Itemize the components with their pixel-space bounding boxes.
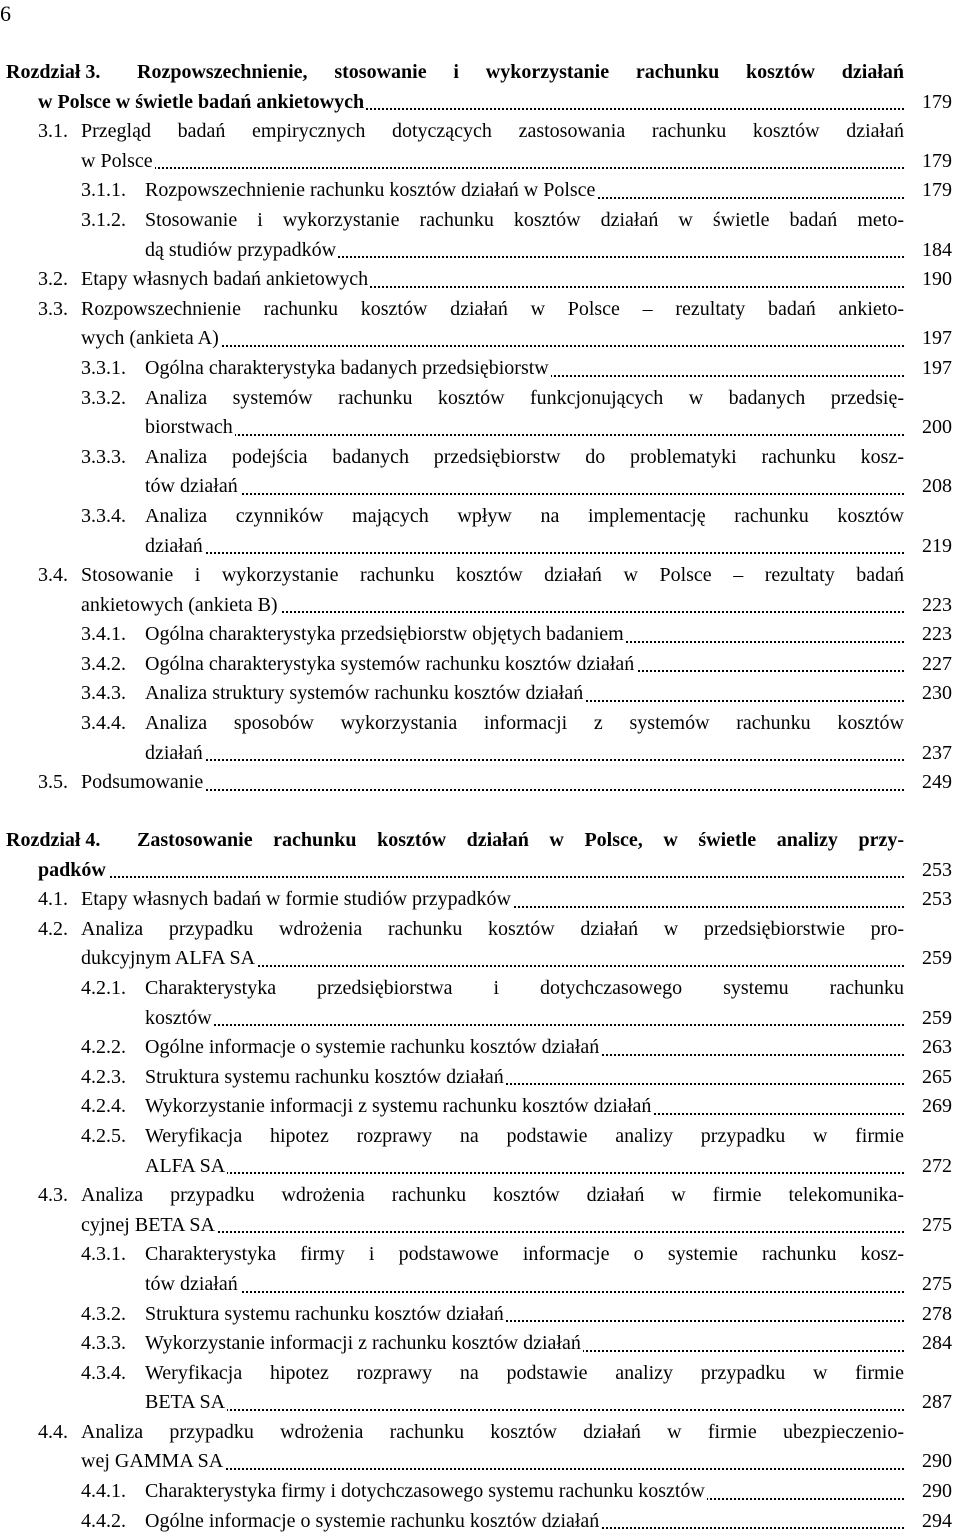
toc-entry-page: 259 [908,944,952,974]
toc-entry-page: 275 [908,1211,952,1241]
toc-entry[interactable] [0,1477,960,1507]
toc-entry-title: ankietowych (ankieta B) [81,593,278,616]
toc-entry-title-line: Analiza przypadku wdrożenia rachunku kosztów działań w firmie ubezpieczenio- [81,1420,904,1443]
toc-entry[interactable] [0,265,960,295]
dot-leader [145,1024,904,1026]
toc-entry-title: dą studiów przypadków [145,238,337,261]
toc-entry[interactable] [0,1329,960,1359]
toc-entry-page: 259 [908,1004,952,1034]
toc-entry-number: 3.4.4. [81,712,126,735]
toc-chapter-entry[interactable] [0,58,960,117]
toc-entry[interactable] [0,206,960,265]
toc-entry-title: Ogólna charakterystyka systemów rachunku kosztów działań [145,652,635,675]
toc-entry[interactable] [0,1359,960,1418]
toc-entry-title-line: Analiza podejścia badanych przedsiębiorstw do problematyki rachunku kosz- [145,445,904,468]
toc-entry-title-line: Weryfikacja hipotez rozprawy na podstawie analizy przypadku w firmie [145,1124,904,1147]
toc-entry-title: biorstwach [145,416,233,439]
dot-leader [145,552,904,554]
toc-entry-number: 3.4.1. [81,623,126,646]
toc-entry[interactable] [0,117,960,176]
toc-entry-title-line: Weryfikacja hipotez rozprawy na podstawie analizy przypadku w firmie [145,1361,904,1384]
dot-leader [145,493,904,495]
toc-entry-number: 4.3.1. [81,1243,126,1266]
toc-entry-number: 3.2. [38,268,68,291]
toc-entry-number: 4.3.3. [81,1332,126,1355]
toc-entry[interactable] [0,1418,960,1477]
toc-entry-number: 3.3. [38,297,68,320]
toc-entry[interactable] [0,915,960,974]
toc-entry-number: 3.4.3. [81,682,126,705]
toc-entry-title: Ogólne informacje o systemie rachunku kosztów działań [145,1509,600,1532]
toc-entry[interactable] [0,1181,960,1240]
toc-entry-page: 272 [908,1152,952,1182]
toc-entry-title: Struktura systemu rachunku kosztów działań [145,1302,504,1325]
toc-entry-page: 253 [908,885,952,915]
toc-chapter-4 [0,826,960,1536]
toc-entry-page: 263 [908,1033,952,1063]
toc-entry-page: 197 [908,354,952,384]
toc-entry[interactable] [0,974,960,1033]
toc-entry[interactable] [0,443,960,502]
toc-entry-title: kosztów [145,1006,212,1029]
toc-entry-title: Struktura systemu rachunku kosztów działań [145,1065,504,1088]
toc-entry-page: 284 [908,1329,952,1359]
toc-entry-page: 190 [908,265,952,295]
toc-entry-number: Rozdział 4. [6,829,101,851]
toc-entry-title: działań [145,741,203,764]
dot-leader [145,1291,904,1293]
toc-entry-title: działań [145,534,203,557]
toc-entry-title: wej GAMMA SA [81,1450,224,1473]
toc-entry-page: 179 [908,88,952,118]
toc-entry-number: 4.2.2. [81,1036,126,1059]
toc-entry-number: 4.2.3. [81,1065,126,1088]
toc-entry-title: Analiza struktury systemów rachunku kosztów działań [145,682,584,705]
toc-entry-title: BETA SA [145,1391,226,1414]
toc-entry[interactable] [0,1033,960,1063]
toc-entry[interactable] [0,354,960,384]
toc-entry-title: Etapy własnych badań ankietowych [81,268,369,291]
toc-entry-title-line: Rozpowszechnienie, stosowanie i wykorzystanie rachunku kosztów działań [137,61,904,83]
toc-entry[interactable] [0,1240,960,1299]
toc-entry-page: 253 [908,856,952,886]
toc-entry-title-line: Zastosowanie rachunku kosztów działań w Polsce, w świetle analizy przy- [137,829,904,851]
toc-entry-number: 4.4.1. [81,1480,126,1503]
toc-entry-title: w Polsce [81,149,153,172]
toc-entry-number: 3.1.1. [81,179,126,202]
toc-entry[interactable] [0,1092,960,1122]
toc-entry-title: Ogólna charakterystyka badanych przedsiębiorstw [145,356,549,379]
toc-entry[interactable] [0,1507,960,1537]
toc-entry-page: 237 [908,739,952,769]
toc-entry-title: wych (ankieta A) [81,327,219,350]
toc-entry-title-line: Przegląd badań empirycznych dotyczących zastosowania rachunku kosztów działań [81,120,904,143]
toc-entry-title-line: Analiza przypadku wdrożenia rachunku kosztów działań w firmie telekomunika- [81,1184,904,1207]
toc-entry[interactable] [0,679,960,709]
toc-entry-title-line: Stosowanie i wykorzystanie rachunku kosztów działań w Polsce – rezultaty badań [81,564,904,587]
dot-leader [81,167,904,169]
toc-entry-title-line: Charakterystyka firmy i podstawowe informacje o systemie rachunku kosz- [145,1243,904,1266]
toc-entry-number: 3.1. [38,120,68,143]
toc-entry-title: Wykorzystanie informacji z systemu rachunku kosztów działań [145,1095,652,1118]
toc-entry-page: 275 [908,1270,952,1300]
toc-entry-page: 230 [908,679,952,709]
toc-entry-title: Podsumowanie [81,771,204,794]
dot-leader [145,1172,904,1174]
toc-entry-title: Etapy własnych badań w formie studiów przypadków [81,888,511,911]
toc-entry-title-line: Analiza czynników mających wpływ na implementację rachunku kosztów [145,504,904,527]
toc-entry-page: 290 [908,1477,952,1507]
toc-entry[interactable] [0,1300,960,1330]
toc-entry[interactable] [0,650,960,680]
page-number: 6 [0,1,11,26]
toc-entry[interactable] [0,1122,960,1181]
toc-entry-number: 4.2.4. [81,1095,126,1118]
toc-entry[interactable] [0,620,960,650]
toc-entry[interactable] [0,709,960,768]
toc-entry-page: 179 [908,176,952,206]
toc-entry-title: Charakterystyka firmy i dotychczasowego systemu rachunku kosztów [145,1480,705,1503]
toc-entry-page: 208 [908,472,952,502]
toc-entry-page: 227 [908,650,952,680]
toc-entry-title-line: Stosowanie i wykorzystanie rachunku kosztów działań w świetle badań meto- [145,208,904,231]
toc-entry-page: 265 [908,1063,952,1093]
toc-entry[interactable] [0,502,960,561]
toc-entry-title: padków [38,858,106,881]
toc-entry-number: 3.3.4. [81,504,126,527]
toc-entry-page: 200 [908,413,952,443]
toc-chapter-entry[interactable] [0,826,960,885]
toc-entry-page: 219 [908,532,952,562]
toc-entry-title-line: Charakterystyka przedsiębiorstwa i dotychczasowego systemu rachunku [145,976,904,999]
toc-entry-title: w Polsce w świetle badań ankietowych [38,90,365,113]
toc-entry[interactable] [0,176,960,206]
toc-entry-number: 3.3.2. [81,386,126,409]
toc-entry-page: 294 [908,1507,952,1537]
toc-entry-number: 4.2.1. [81,976,126,999]
toc-entry-number: 3.5. [38,771,68,794]
toc-entry-number: 3.1.2. [81,208,126,231]
toc-chapter-3 [0,58,960,798]
toc-entry[interactable] [0,1063,960,1093]
toc-entry-title-line: Rozpowszechnienie rachunku kosztów działań w Polsce – rezultaty badań ankieto- [81,297,904,320]
toc-entry[interactable] [0,384,960,443]
toc-entry[interactable] [0,561,960,620]
toc-entry-page: 269 [908,1092,952,1122]
toc-entry-title-line: Analiza sposobów wykorzystania informacji z systemów rachunku kosztów [145,712,904,735]
toc-entry-number: 4.3.4. [81,1361,126,1384]
toc-entry-title: Ogólne informacje o systemie rachunku kosztów działań [145,1036,600,1059]
dot-leader [145,434,904,436]
toc-entry-number: 3.4.2. [81,652,126,675]
toc-entry[interactable] [0,768,960,798]
toc-entry-title: dukcyjnym ALFA SA [81,947,256,970]
toc-entry-page: 287 [908,1388,952,1418]
toc-entry-title: tów działań [145,475,238,498]
toc-entry-number: Rozdział 3. [6,61,101,83]
toc-entry-title: cyjnej BETA SA [81,1213,215,1236]
toc-entry-title: ALFA SA [145,1154,226,1177]
toc-entry-number: 3.3.3. [81,445,126,468]
dot-leader [38,876,904,878]
dot-leader [145,759,904,761]
toc-entry-page: 290 [908,1447,952,1477]
toc-entry-number: 4.4.2. [81,1509,126,1532]
toc-entry[interactable] [0,295,960,354]
toc-entry-number: 3.4. [38,564,68,587]
toc-entry-page: 184 [908,236,952,266]
toc-entry-number: 4.4. [38,1420,68,1443]
toc-entry-title: Wykorzystanie informacji z rachunku kosztów działań [145,1332,581,1355]
dot-leader [145,1409,904,1411]
toc-entry-title: tów działań [145,1272,238,1295]
toc-entry-title-line: Analiza przypadku wdrożenia rachunku kosztów działań w przedsiębiorstwie pro- [81,917,904,940]
toc-entry-page: 278 [908,1300,952,1330]
toc-entry-number: 4.3. [38,1184,68,1207]
toc-entry-number: 4.1. [38,888,68,911]
toc-entry-title: Rozpowszechnienie rachunku kosztów działań w Polsce [145,179,596,202]
toc-entry-page: 249 [908,768,952,798]
toc-entry-number: 4.2. [38,917,68,940]
toc-entry-number: 4.2.5. [81,1124,126,1147]
toc-entry-number: 4.3.2. [81,1302,126,1325]
toc-entry-page: 197 [908,324,952,354]
toc-entry-page: 179 [908,147,952,177]
toc-entry[interactable] [0,885,960,915]
toc-entry-title-line: Analiza systemów rachunku kosztów funkcjonujących w badanych przedsię- [145,386,904,409]
toc-entry-page: 223 [908,620,952,650]
toc-entry-page: 223 [908,591,952,621]
toc-entry-number: 3.3.1. [81,356,126,379]
toc-entry-title: Ogólna charakterystyka przedsiębiorstw objętych badaniem [145,623,624,646]
